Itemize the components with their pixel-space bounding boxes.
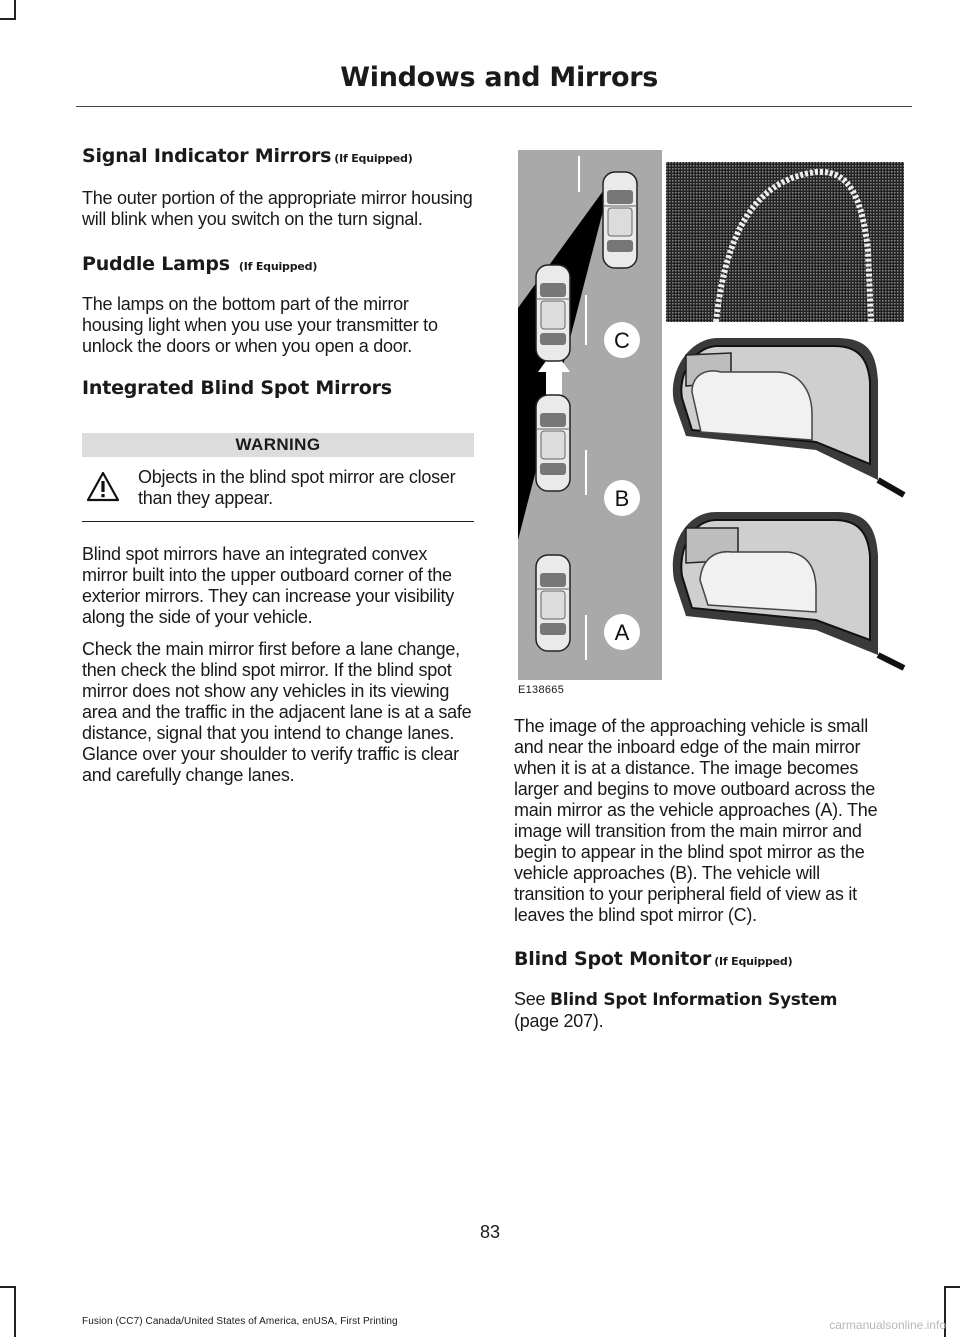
peripheral-view-panel — [666, 162, 904, 322]
mirror-a — [673, 512, 904, 668]
signal-indicator-qualifier: (If Equipped) — [334, 152, 413, 165]
car-position-b — [536, 395, 570, 491]
signal-indicator-heading — [82, 145, 474, 168]
page-number: 83 — [479, 1222, 501, 1242]
puddle-lamps-body: The lamps on the bottom part of the mirror housing light when you use your transmitter to unlock the doors or when you open a door. — [82, 293, 438, 356]
left-column — [82, 145, 474, 786]
signal-indicator-body: The outer portion of the appropriate mirror housing will blink when you switch on the turn signal. — [82, 187, 473, 229]
crop-mark-top-left-v — [14, 0, 16, 20]
blind-spot-monitor-qualifier: (If Equipped) — [714, 955, 793, 968]
cross-reference-link[interactable]: Blind Spot Information System — [550, 989, 838, 1010]
blind-spot-monitor-reference — [514, 989, 882, 1032]
page-section-title: Windows and Mirrors — [340, 62, 658, 93]
car-position-c — [603, 172, 637, 268]
label-b: B — [614, 486, 630, 511]
blind-spot-monitor-heading — [514, 948, 882, 971]
blind-spot-monitor-title: Blind Spot Monitor — [514, 948, 712, 970]
car-position-a — [536, 555, 570, 651]
signal-indicator-title: Signal Indicator Mirrors — [82, 145, 332, 167]
warning-label: WARNING — [82, 433, 474, 457]
puddle-lamps-qualifier: (If Equipped) — [238, 259, 318, 273]
puddle-lamps-heading — [82, 253, 474, 276]
car-position-upper — [536, 265, 570, 361]
mirror-b — [673, 338, 904, 495]
label-c: C — [614, 328, 630, 353]
cross-reference-page: (page 207). — [514, 1010, 604, 1031]
see-prefix: See — [514, 988, 546, 1009]
label-a-badge — [604, 614, 640, 650]
right-column — [514, 716, 882, 1032]
warning-triangle-icon — [86, 471, 120, 503]
header-divider — [76, 106, 912, 107]
approach-description: The image of the approaching vehicle is small and near the inboard edge of the main mirror when it is at a distance. The image becomes larger and begins to move outboard across the main mirror as the vehicle approaches (A). The image will transition from the main mirror and begin to appear in the blind spot mirror as the vehicle approaches (B). The vehicle will transition to your peripheral field of view as it leaves the blind spot mirror (C). — [514, 716, 878, 925]
blind-spot-mirrors-heading: Integrated Blind Spot Mirrors — [82, 376, 392, 399]
crop-mark-bottom-left-v — [14, 1286, 16, 1337]
crop-mark-bottom-left-h — [0, 1286, 16, 1288]
crop-mark-bottom-right-h — [944, 1286, 960, 1288]
warning-box — [82, 433, 474, 522]
footer-text: Fusion (CC7) Canada/United States of America, enUSA, First Printing — [82, 1316, 398, 1327]
puddle-lamps-title: Puddle Lamps — [82, 252, 230, 275]
label-c-badge — [604, 322, 640, 358]
label-a: A — [614, 620, 630, 645]
figure-code: E138665 — [518, 684, 565, 696]
watermark: carmanualsonline.info — [829, 1318, 946, 1332]
blind-spot-body-1: Blind spot mirrors have an integrated convex mirror built into the upper outboard corner of the exterior mirrors. They can increase your visibility along the side of your vehicle. — [82, 544, 455, 628]
crop-mark-top-left-h — [0, 18, 16, 20]
label-b-badge — [604, 480, 640, 516]
blind-spot-body-2: Check the main mirror first before a lane change, then check the blind spot mirror. If the blind spot mirror does not show any vehicles in its viewing area and the traffic in the adjacent lane is at a safe distance, signal that you intend to change lanes. Glance over your shoulder to verify traffic is clear and carefully change lanes. — [82, 639, 472, 786]
warning-row — [82, 457, 474, 522]
warning-text: Objects in the blind spot mirror are closer than they appear. — [138, 467, 456, 509]
blind-spot-illustration — [516, 150, 906, 680]
